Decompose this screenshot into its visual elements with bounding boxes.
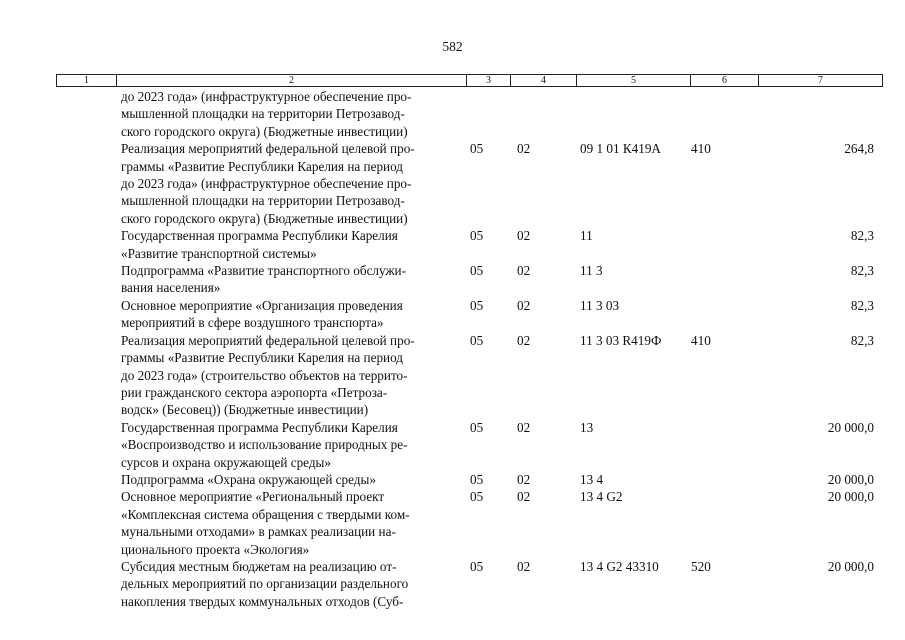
- column-number-5: 5: [577, 75, 691, 87]
- amount: 82,3: [850, 332, 874, 348]
- table-row: [0, 471, 905, 488]
- table-row: [0, 88, 905, 140]
- table-row: [0, 227, 905, 262]
- expense-type-code: 410: [691, 141, 711, 157]
- subsection-code: 02: [517, 141, 531, 157]
- table-row: [0, 419, 905, 471]
- page-number: 582: [442, 39, 463, 54]
- target-article-code: 11 3 03 R419Ф: [580, 332, 662, 348]
- row-description: Субсидия местным бюджетам на реализацию от- дельных мероприятий по организации раздельного накопления твердых коммунальных отходов (Суб-: [121, 558, 409, 609]
- row-description: Государственная программа Республики Карелия «Развитие транспортной системы»: [121, 228, 398, 261]
- target-article-code: 13 4: [580, 471, 604, 487]
- amount: 82,3: [850, 228, 874, 244]
- expense-type-code: 520: [691, 558, 711, 574]
- row-description: до 2023 года» (инфраструктурное обеспечение про- мышленной площадки на территории Петрозавод- ского городского округа) (Бюджетные инвестиции): [121, 89, 412, 139]
- target-article-code: 11: [580, 228, 593, 244]
- amount: 82,3: [850, 297, 874, 313]
- target-article-code: 11 3: [580, 263, 603, 279]
- subsection-code: 02: [517, 558, 531, 574]
- section-code: 05: [470, 419, 484, 435]
- subsection-code: 02: [517, 489, 531, 505]
- target-article-code: 13: [580, 419, 594, 435]
- expense-type-code: 410: [691, 332, 711, 348]
- amount: 264,8: [844, 141, 874, 157]
- column-number-1: 1: [57, 75, 117, 87]
- section-code: 05: [470, 489, 484, 505]
- row-description: Основное мероприятие «Организация проведения мероприятий в сфере воздушного транспорта»: [121, 297, 403, 331]
- table-row: [0, 140, 905, 227]
- table-row: [0, 262, 905, 297]
- amount: 20 000,0: [827, 419, 874, 435]
- table-column-numbers: [56, 74, 883, 87]
- subsection-code: 02: [517, 263, 531, 279]
- section-code: 05: [470, 332, 484, 348]
- table-row: [0, 488, 905, 558]
- row-description: Реализация мероприятий федеральной целевой про- граммы «Развитие Республики Карелия на период до 2023 года» (инфраструктурное обеспечение про- мышленной площадки на территории Петрозавод- ского городского округа) (Бюджетные инвестиции): [121, 141, 415, 226]
- column-number-3: 3: [467, 75, 511, 87]
- table-row: [0, 332, 905, 419]
- subsection-code: 02: [517, 332, 531, 348]
- column-number-2: 2: [117, 75, 467, 87]
- section-code: 05: [470, 558, 484, 574]
- amount: 20 000,0: [827, 471, 874, 487]
- table-row: [0, 297, 905, 332]
- row-description: Подпрограмма «Охрана окружающей среды»: [121, 471, 376, 487]
- column-number-7: 7: [759, 75, 883, 87]
- row-description: Реализация мероприятий федеральной целевой про- граммы «Развитие Республики Карелия на период до 2023 года» (строительство объектов на террито- рии гражданского сектора аэропорта «Петроза- водск» (Бесовец)) (Бюджетные инвестиции): [121, 332, 415, 418]
- table-row: [0, 558, 905, 610]
- budget-table-body: [0, 88, 905, 610]
- target-article-code: 09 1 01 К419А: [580, 141, 661, 157]
- amount: 20 000,0: [827, 558, 874, 574]
- target-article-code: 13 4 G2 43310: [580, 558, 659, 574]
- row-description: Подпрограмма «Развитие транспортного обслужи- вания населения»: [121, 263, 406, 296]
- amount: 82,3: [850, 263, 874, 279]
- section-code: 05: [470, 228, 484, 244]
- row-description: Государственная программа Республики Карелия «Воспроизводство и использование природных ре- сурсов и охрана окружающей среды»: [121, 419, 408, 470]
- subsection-code: 02: [517, 471, 531, 487]
- section-code: 05: [470, 297, 484, 313]
- target-article-code: 11 3 03: [580, 297, 620, 313]
- column-number-4: 4: [511, 75, 577, 87]
- subsection-code: 02: [517, 228, 531, 244]
- section-code: 05: [470, 141, 484, 157]
- target-article-code: 13 4 G2: [580, 489, 623, 505]
- section-code: 05: [470, 471, 484, 487]
- subsection-code: 02: [517, 297, 531, 313]
- row-description: Основное мероприятие «Региональный проект «Комплексная система обращения с твердыми ком- мунальными отходами» в рамках реализации на- ционального проекта «Экология»: [121, 489, 410, 557]
- amount: 20 000,0: [827, 489, 874, 505]
- column-number-6: 6: [691, 75, 759, 87]
- section-code: 05: [470, 263, 484, 279]
- subsection-code: 02: [517, 419, 531, 435]
